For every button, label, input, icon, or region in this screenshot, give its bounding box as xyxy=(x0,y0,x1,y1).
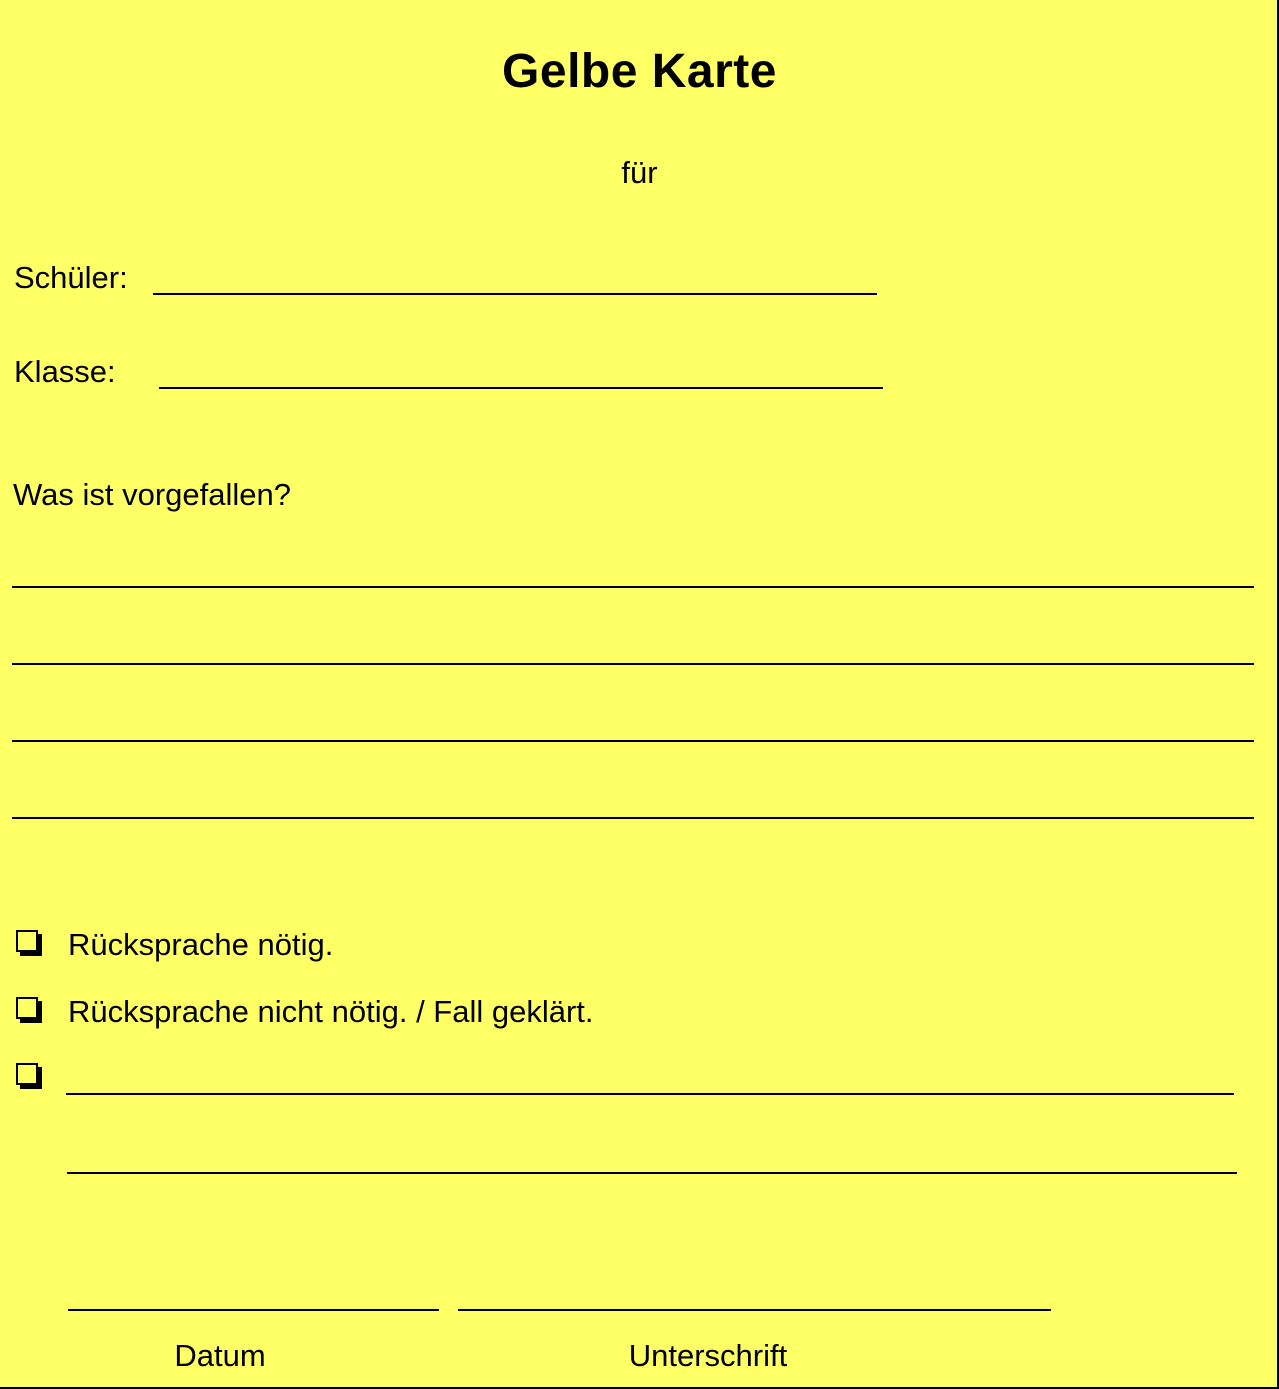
incident-line-3[interactable] xyxy=(12,740,1254,742)
student-name-line[interactable] xyxy=(153,293,877,295)
card-title: Gelbe Karte xyxy=(502,45,777,98)
incident-question: Was ist vorgefallen? xyxy=(13,477,291,512)
incident-line-2[interactable] xyxy=(12,663,1254,665)
other-reason-line-1[interactable] xyxy=(66,1093,1234,1095)
checkbox-consultation-needed[interactable] xyxy=(16,930,38,952)
checkbox-consultation-not-needed[interactable] xyxy=(16,997,38,1019)
class-line[interactable] xyxy=(159,387,883,389)
incident-line-4[interactable] xyxy=(12,817,1254,819)
student-label: Schüler: xyxy=(14,260,128,295)
date-label: Datum xyxy=(174,1338,266,1373)
class-label: Klasse: xyxy=(14,354,116,389)
checkbox-other[interactable] xyxy=(16,1063,38,1085)
date-line[interactable] xyxy=(68,1309,439,1311)
signature-label: Unterschrift xyxy=(628,1338,788,1373)
signature-line[interactable] xyxy=(458,1309,1051,1311)
option-consultation-needed-label: Rücksprache nötig. xyxy=(68,927,334,962)
card-subtitle: für xyxy=(621,155,658,190)
other-reason-line-2[interactable] xyxy=(67,1172,1237,1174)
incident-line-1[interactable] xyxy=(12,586,1254,588)
option-consultation-not-needed-label: Rücksprache nicht nötig. / Fall geklärt. xyxy=(68,994,594,1029)
